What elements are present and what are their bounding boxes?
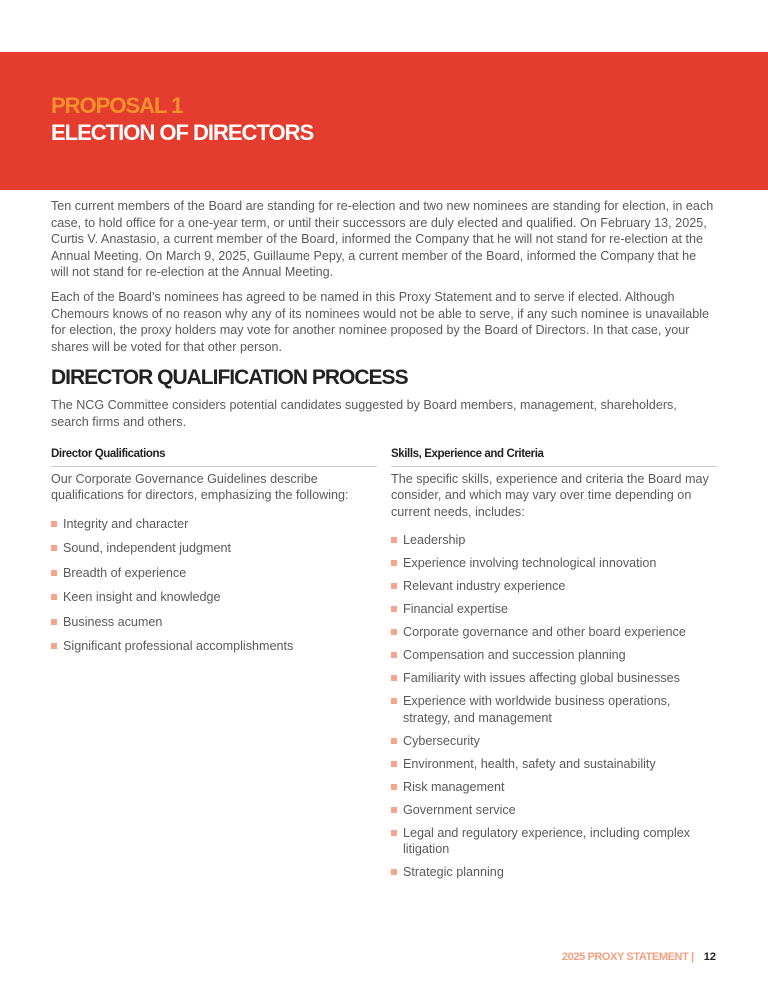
page-title: ELECTION OF DIRECTORS [51, 120, 314, 145]
qualification-columns [51, 447, 717, 888]
list-item: Sound, independent judgment [51, 540, 377, 557]
list-item: Significant professional accomplishments [51, 638, 377, 655]
list-item: Experience involving technological innovation [391, 555, 717, 572]
list-item: Corporate governance and other board experience [391, 624, 717, 641]
list-item: Legal and regulatory experience, including complex litigation [391, 825, 717, 858]
section-intro: The NCG Committee considers potential candidates suggested by Board members, management, shareholders, search firms and others. [51, 398, 677, 429]
list-item: Familiarity with issues affecting global businesses [391, 670, 717, 687]
list-item: Integrity and character [51, 516, 377, 533]
section-title: DIRECTOR QUALIFICATION PROCESS [51, 366, 408, 390]
list-item: Risk management [391, 779, 717, 796]
main-content [51, 198, 717, 887]
list-item: Financial expertise [391, 601, 717, 618]
skills-list [391, 532, 717, 881]
right-intro: The specific skills, experience and criteria the Board may consider, and which may vary over time depending on current needs, includes: [391, 471, 709, 519]
list-item: Leadership [391, 532, 717, 549]
list-item: Strategic planning [391, 864, 717, 881]
footer [562, 951, 716, 963]
page-number: 12 [703, 951, 716, 963]
footer-label: 2025 PROXY STATEMENT | [561, 951, 694, 963]
list-item: Breadth of experience [51, 565, 377, 582]
list-item: Compensation and succession planning [391, 647, 717, 664]
list-item: Experience with worldwide business operations, strategy, and management [391, 693, 717, 726]
list-item: Environment, health, safety and sustainability [391, 756, 717, 773]
proposal-label: PROPOSAL 1 [51, 93, 183, 118]
left-column [51, 447, 377, 888]
paragraph: Ten current members of the Board are standing for re-election and two new nominees are standing for election, in each case, to hold office for a one-year term, or until their successors are duly elected and qualified. On February 13, 2025, Curtis V. Anastasio, a current member of the Board, informed the Company that he will not stand for re-election at the Annual Meeting. On March 9, 2025, Guillaume Pepy, a current member of the Board, informed the Company that he will not stand for re-election at the Annual Meeting. [51, 199, 714, 280]
list-item: Government service [391, 802, 717, 819]
qualifications-list [51, 516, 377, 655]
left-column-heading: Director Qualifications [51, 447, 377, 467]
left-intro: Our Corporate Governance Guidelines describe qualifications for directors, emphasizing the following: [51, 471, 349, 503]
list-item: Cybersecurity [391, 733, 717, 750]
paragraph: Each of the Board’s nominees has agreed to be named in this Proxy Statement and to serve if elected. Although Chemours knows of no reason why any of its nominees would not be able to serve, if any such nominee is unavailable for election, the proxy holders may vote for another nominee proposed by the Board of Directors. In that case, your shares will be voted for that other person. [51, 289, 710, 354]
list-item: Relevant industry experience [391, 578, 717, 595]
list-item: Business acumen [51, 614, 377, 631]
right-column [391, 447, 717, 888]
list-item: Keen insight and knowledge [51, 589, 377, 606]
right-column-heading: Skills, Experience and Criteria [391, 447, 717, 467]
